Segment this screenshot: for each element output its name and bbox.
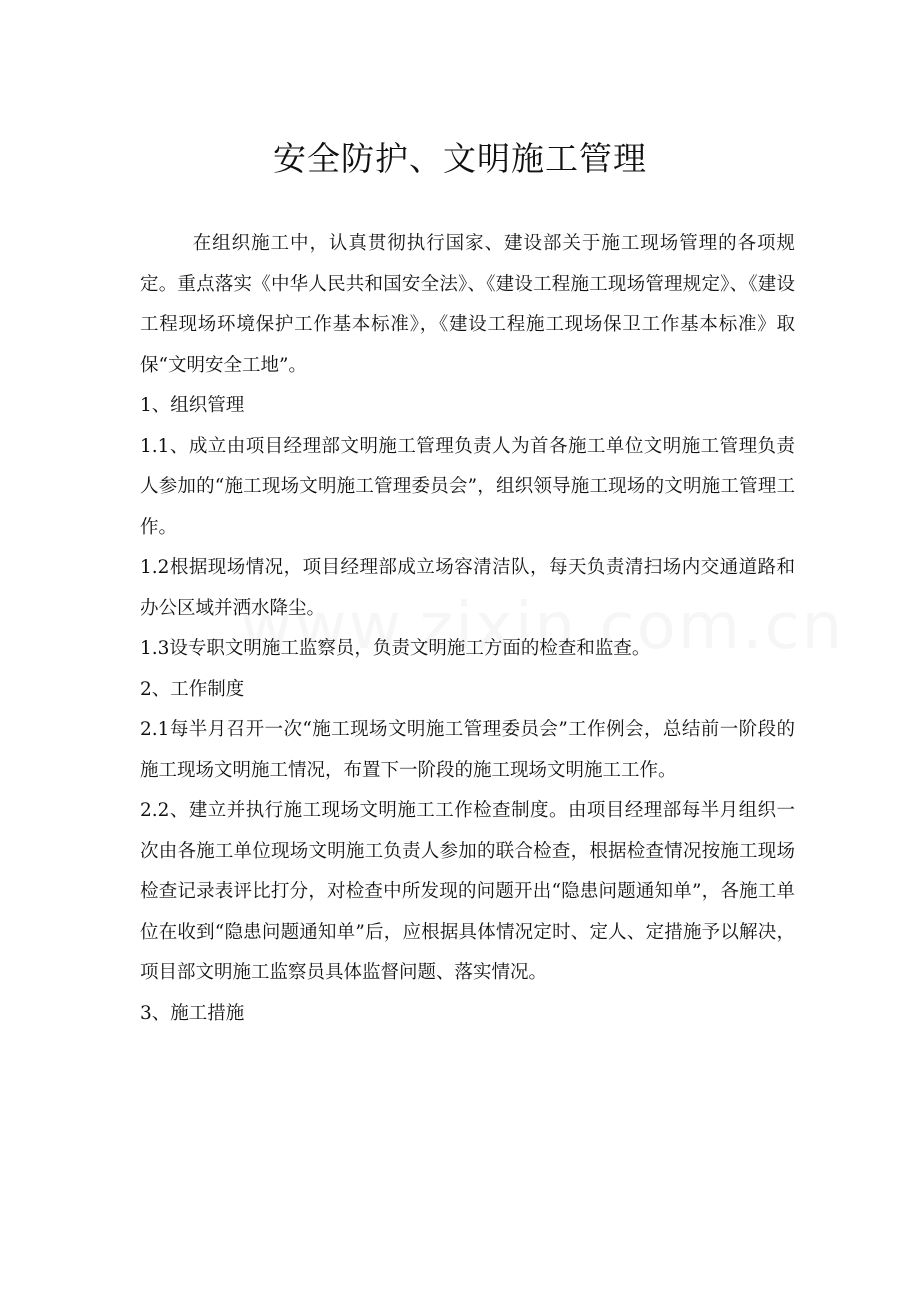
paragraph-1-2: 1.2根据现场情况，项目经理部成立场容清洁队，每天负责清扫场内交通道路和办公区域并洒水降尘。	[140, 557, 795, 619]
page-title: 安全防护、文明施工管理	[273, 139, 647, 178]
paragraph-1-1: 1.1、成立由项目经理部文明施工管理负责人为首各施工单位文明施工管理负责人参加的“施工现场文明施工管理委员会”，组织领导施工现场的文明施工管理工作。	[140, 435, 795, 538]
section-heading-construction-measures: 3、施工措施	[140, 1002, 245, 1024]
document-body	[140, 224, 795, 1034]
paragraph-2-1: 2.1每半月召开一次“施工现场文明施工管理委员会”工作例会，总结前一阶段的施工现场文明施工情况，布置下一阶段的施工现场文明施工工作。	[140, 719, 795, 781]
section-heading-work-system: 2、工作制度	[140, 678, 245, 700]
section-heading-organization: 1、组织管理	[140, 395, 245, 416]
paragraph-2-2: 2.2、建立并执行施工现场文明施工工作检查制度。由项目经理部每半月组织一次由各施工单位现场文明施工负责人参加的联合检查，根据检查情况按施工现场检查记录表评比打分，对检查中所发现的问题开出“隐患问题通知单”，各施工单位在收到“隐患问题通知单”后，应根据具体情况定时、定人、定措施予以解决，项目部文明施工监察员具体监督问题、落实情况。	[140, 800, 795, 983]
paragraph-1-3: 1.3设专职文明施工监察员，负责文明施工方面的检查和监查。	[140, 638, 651, 659]
intro-paragraph: 在组织施工中，认真贯彻执行国家、建设部关于施工现场管理的各项规定。重点落实《中华人民共和国安全法》、《建设工程施工现场管理规定》、《建设工程现场环境保护工作基本标准》，《建设工程施工现场保卫工作基本标准》取保“文明安全工地”。	[140, 233, 795, 376]
